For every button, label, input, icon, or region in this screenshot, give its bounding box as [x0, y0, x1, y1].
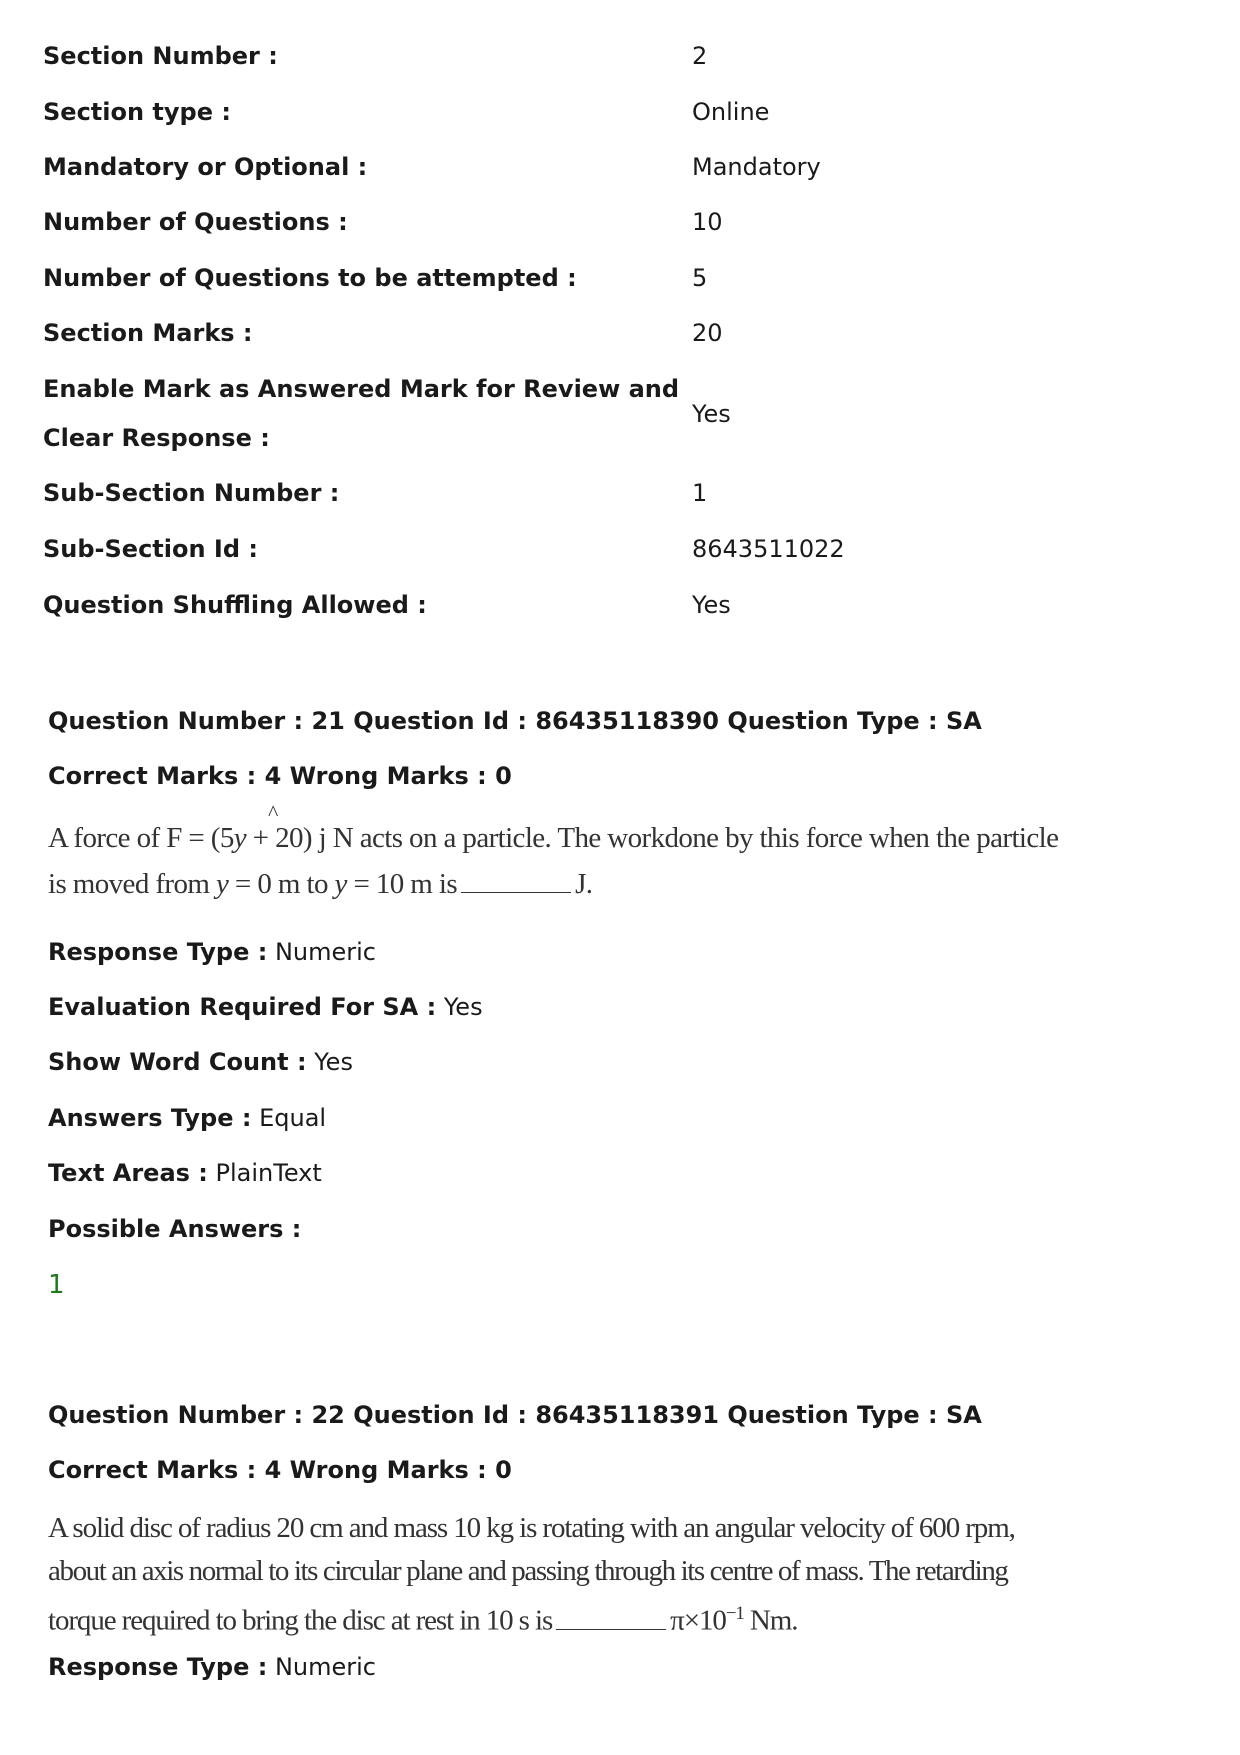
section-type-value: Online	[692, 98, 770, 126]
q21-possible-answers-label: Possible Answers :	[48, 1215, 302, 1243]
q21-word-count: Show Word Count : Yes	[48, 1048, 353, 1076]
q22-response-type: Response Type : Numeric	[48, 1653, 376, 1681]
enable-mark-value: Yes	[692, 400, 731, 428]
q22-marks: Correct Marks : 4 Wrong Marks : 0	[48, 1456, 512, 1484]
q22-header: Question Number : 22 Question Id : 86435118391 Question Type : SA	[48, 1401, 982, 1429]
num-attempt-value: 5	[692, 264, 708, 292]
section-number-label: Section Number :	[43, 42, 278, 70]
section-marks-label: Section Marks :	[43, 319, 253, 347]
answer-blank	[556, 1609, 666, 1630]
sub-section-number-value: 1	[692, 479, 708, 507]
enable-mark-label-line1: Enable Mark as Answered Mark for Review and	[43, 375, 680, 403]
unit-vector-j: j	[318, 822, 327, 854]
mandatory-value: Mandatory	[692, 153, 821, 181]
num-questions-label: Number of Questions :	[43, 208, 348, 236]
sub-section-number-label: Sub-Section Number :	[43, 479, 340, 507]
q21-text-line2: is moved from y = 0 m to y = 10 m is J.	[48, 868, 593, 900]
q22-text-line1: A solid disc of radius 20 cm and mass 10 kg is rotating with an angular velocity of 600 rpm,	[48, 1512, 1015, 1544]
mandatory-label: Mandatory or Optional :	[43, 153, 368, 181]
section-type-label: Section type :	[43, 98, 231, 126]
q22-text-line2: about an axis normal to its circular plane and passing through its centre of mass. The retarding	[48, 1555, 1008, 1587]
enable-mark-label-line2: Clear Response :	[43, 424, 270, 452]
sub-section-id-value: 8643511022	[692, 535, 845, 563]
section-number-value: 2	[692, 42, 708, 70]
q21-response-type: Response Type : Numeric	[48, 938, 376, 966]
q21-header: Question Number : 21 Question Id : 86435118390 Question Type : SA	[48, 707, 982, 735]
sub-section-id-label: Sub-Section Id :	[43, 535, 258, 563]
q21-answers-type: Answers Type : Equal	[48, 1104, 327, 1132]
q21-evaluation: Evaluation Required For SA : Yes	[48, 993, 483, 1021]
q22-text-line3: torque required to bring the disc at rest in 10 s is $\pi\times 10^{-1}$ Nm.	[48, 1603, 798, 1637]
q21-text-line1: A force of F = (5y + 20) j N acts on a particle. The workdone by this force when the particle	[48, 822, 1059, 854]
q21-text-areas: Text Areas : PlainText	[48, 1159, 322, 1187]
hat-icon: ^	[268, 800, 279, 825]
num-attempt-label: Number of Questions to be attempted :	[43, 264, 577, 292]
q21-possible-answer: 1	[48, 1270, 65, 1300]
num-questions-value: 10	[692, 208, 723, 236]
answer-blank	[461, 872, 571, 893]
section-marks-value: 20	[692, 319, 723, 347]
shuffle-label: Question Shuffling Allowed :	[43, 591, 427, 619]
q21-marks: Correct Marks : 4 Wrong Marks : 0	[48, 762, 512, 790]
shuffle-value: Yes	[692, 591, 731, 619]
